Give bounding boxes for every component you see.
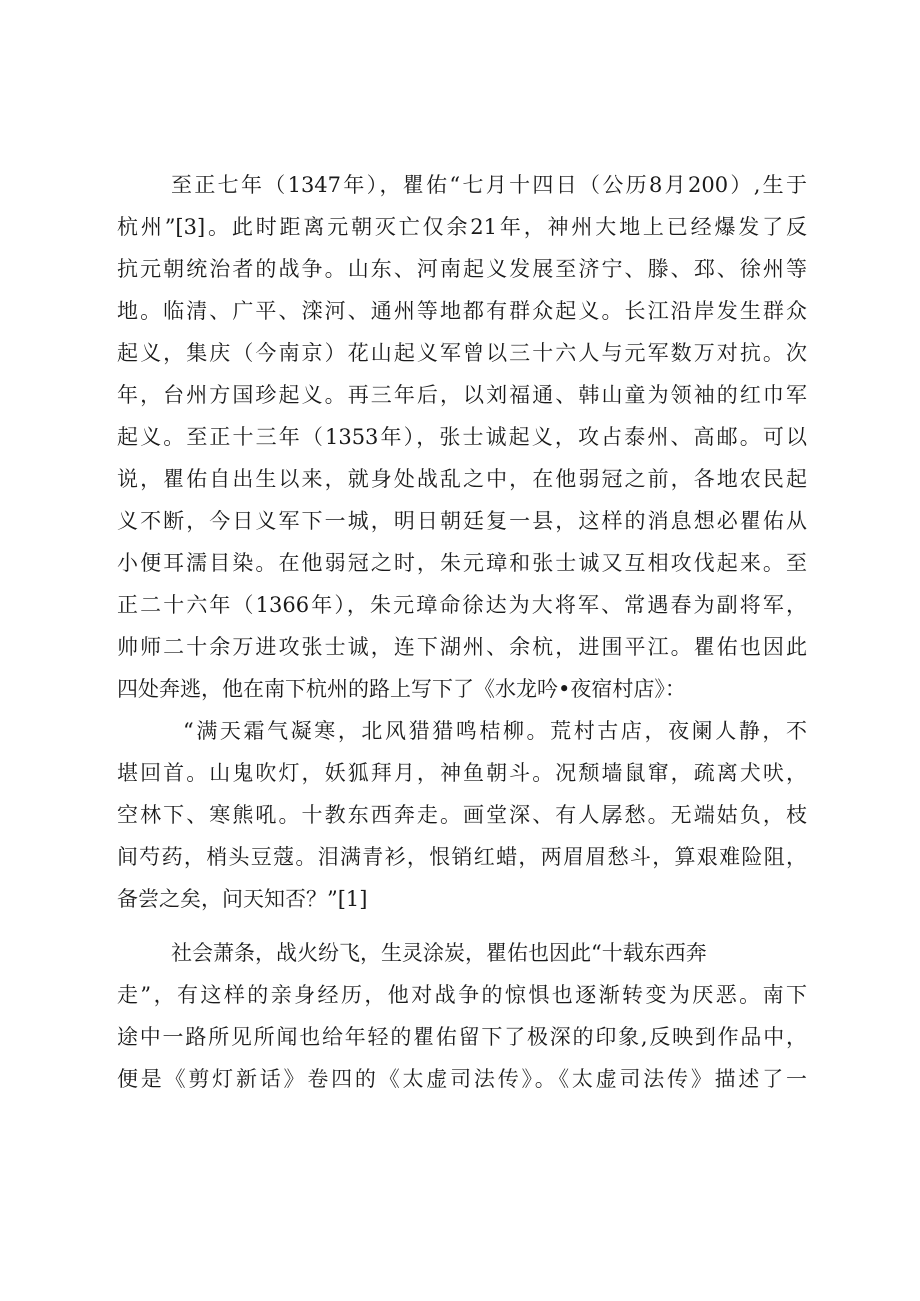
text-line: 起义，集庆（今南京）花山起义军曾以三十六人与元军数万对抗。次: [117, 341, 807, 365]
text-line: 四处奔逃，他在南下杭州的路上写下了《水龙吟•夜宿村店》：: [117, 677, 686, 701]
text-line: 义不断，今日义军下一城，明日朝廷复一县，这样的消息想必瞿佑从: [117, 509, 807, 533]
text-line: 途中一路所见所闻也给年轻的瞿佑留下了极深的印象,反映到作品中，: [117, 1025, 807, 1049]
poem-line: 备尝之矣，问天知否？”[1]: [117, 887, 368, 911]
text-line: 小便耳濡目染。在他弱冠之时，朱元璋和张士诚又互相攻伐起来。至: [117, 551, 807, 575]
text-line: 地。临清、广平、滦河、通州等地都有群众起义。长江沿岸发生群众: [117, 299, 807, 323]
text-line: 杭州”[3]。此时距离元朝灭亡仅余21年，神州大地上已经爆发了反: [117, 215, 807, 239]
text-line: 抗元朝统治者的战争。山东、河南起义发展至济宁、滕、邳、徐州等: [117, 257, 807, 281]
poem-line: 间芍药，梢头豆蔻。泪满青衫，恨销红蜡，两眉眉愁斗，算艰难险阻，: [117, 845, 807, 869]
text-line: 便是《剪灯新话》卷四的《太虚司法传》。《太虚司法传》描述了一: [117, 1067, 807, 1091]
text-line: 至正七年（1347年），瞿佑“七月十四日（公历8月200）,生于: [171, 173, 807, 197]
text-line: 年，台州方国珍起义。再三年后，以刘福通、韩山童为领袖的红巾军: [117, 383, 807, 407]
text-line: 社会萧条，战火纷飞，生灵涂炭，瞿佑也因此“十载东西奔: [171, 941, 707, 965]
poem-line: 堪回首。山鬼吹灯，妖狐拜月，神鱼朝斗。况颓墙鼠窜，疏离犬吠，: [117, 761, 807, 785]
text-line: 正二十六年（1366年），朱元璋命徐达为大将军、常遇春为副将军，: [117, 593, 807, 617]
text-line: 帅师二十余万进攻张士诚，连下湖州、余杭，进围平江。瞿佑也因此: [117, 635, 807, 659]
poem-line: 空林下、寒熊吼。十教东西奔走。画堂深、有人孱愁。无端姑负，枝: [117, 803, 807, 827]
poem-line: “满天霜气凝寒，北风猎猎鸣桔柳。荒村古店，夜阑人静，不: [183, 719, 807, 743]
text-line: 说，瞿佑自出生以来，就身处战乱之中，在他弱冠之前，各地农民起: [117, 467, 807, 491]
text-line: 起义。至正十三年（1353年），张士诚起义，攻占泰州、高邮。可以: [117, 425, 807, 449]
text-line: 走”，有这样的亲身经历，他对战争的惊惧也逐渐转变为厌恶。南下: [117, 983, 807, 1007]
